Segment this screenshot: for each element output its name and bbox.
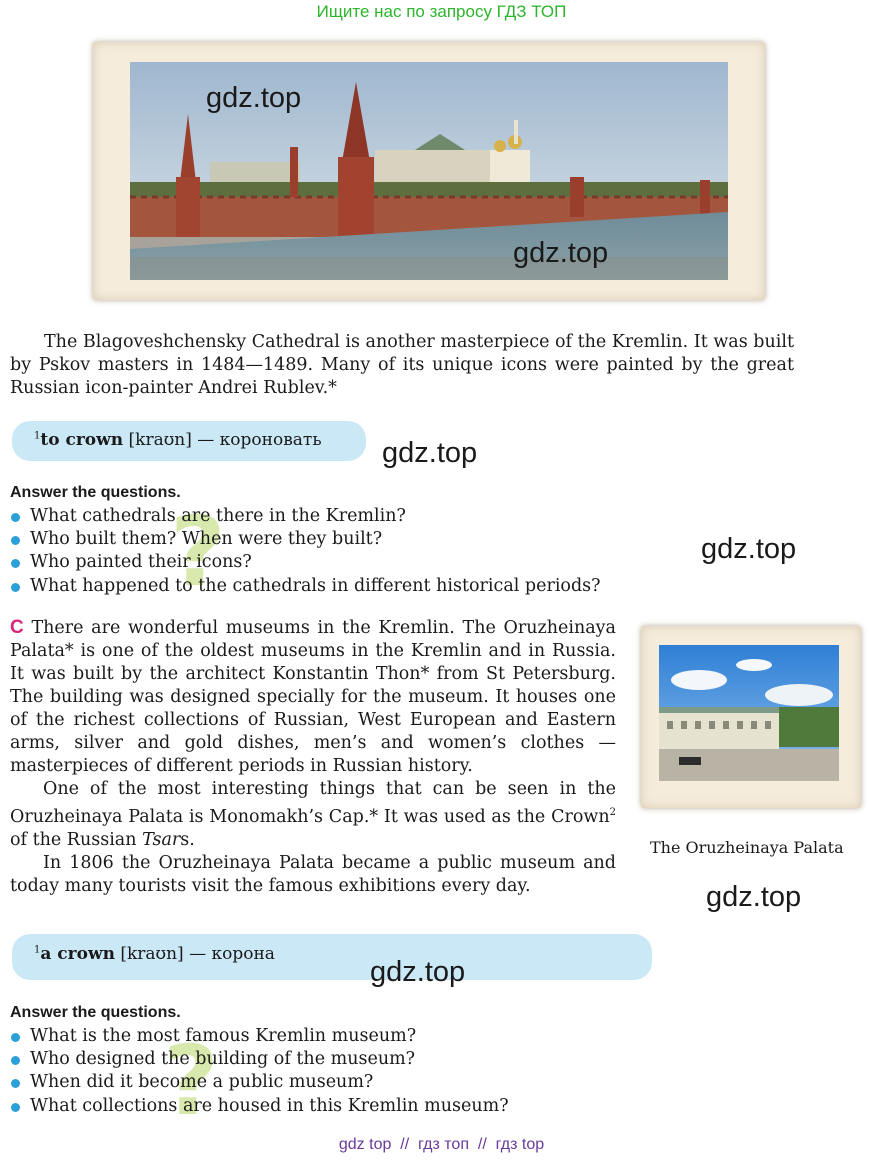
question-item: What cathedrals are there in the Kremlin? — [10, 505, 690, 528]
section-c-paragraph-2: One of the most interesting things that can be seen in the Oruzheinaya Palata is Monomakh’s Cap.* It was used as the Crown$^2$ of the Russian Tsars. — [10, 779, 616, 850]
question-list — [10, 505, 690, 598]
watermark: gdz.top — [701, 533, 797, 565]
watermark: gdz.top — [206, 82, 302, 114]
museum-photo — [659, 645, 839, 781]
footnote-marker: 1 — [34, 430, 41, 442]
section-c-text — [10, 616, 616, 898]
paragraph-blagoveshchensky: The Blagoveshchensky Cathedral is another masterpiece of the Kremlin. It was built by Pskov masters in 1484—1489. Many of its unique icons were painted by the great Russian icon-painter Andrei Rublev.* — [10, 332, 794, 398]
question-item: What is the most famous Kremlin museum? — [10, 1025, 630, 1048]
watermark: gdz.top — [706, 881, 802, 913]
questions-heading: Answer the questions. — [10, 1004, 181, 1021]
gloss-meaning: — короновать — [197, 430, 322, 450]
question-item: Who built them? When were they built? — [10, 528, 690, 551]
footnote-marker: 1 — [34, 944, 41, 956]
watermark: gdz.top — [513, 237, 609, 269]
gloss-transcription: [kraʊn] — [128, 430, 192, 450]
section-c-paragraph-3: In 1806 the Oruzheinaya Palata became a public museum and today many tourists visit the famous exhibitions every day. — [10, 852, 616, 896]
question-mark-decoration: ? — [170, 496, 226, 608]
section-letter: C — [10, 617, 24, 638]
question-list — [10, 1025, 630, 1118]
gloss-transcription: [kraʊn] — [120, 944, 184, 964]
gloss-meaning: — корона — [189, 944, 275, 964]
glossary-note — [12, 421, 366, 461]
questions-heading: Answer the questions. — [10, 484, 181, 501]
question-item: What collections are housed in this Kremlin museum? — [10, 1095, 630, 1118]
gloss-word: to crown — [40, 430, 124, 450]
photo-caption: The Oruzheinaya Palata — [650, 838, 844, 857]
question-item: Who designed the building of the museum? — [10, 1048, 630, 1071]
watermark: gdz.top — [370, 956, 466, 988]
top-banner: Ищите нас по запросу ГДЗ ТОП — [316, 2, 567, 21]
question-mark-decoration: ? — [163, 1025, 219, 1137]
question-item: Who painted their icons? — [10, 551, 690, 574]
glossary-note — [12, 934, 652, 980]
question-item: When did it become a public museum? — [10, 1071, 630, 1094]
watermark: gdz.top — [382, 437, 478, 469]
footer-links[interactable]: gdz top // гдз топ // гдз top — [338, 1136, 545, 1153]
gloss-word: a crown — [40, 944, 115, 964]
question-item: What happened to the cathedrals in different historical periods? — [10, 575, 690, 598]
section-c-paragraph-1: There are wonderful museums in the Kremlin. The Oruzheinaya Palata* is one of the oldest museums in the Kremlin and in Russia. It was built by the architect Konstantin Thon* from St Petersburg. The building was designed specially for the museum. It houses one of the richest collections of Russian, West European and Eastern arms, silver and gold dishes, men’s and women’s clothes — masterpieces of different periods in Russian history. — [10, 618, 616, 776]
